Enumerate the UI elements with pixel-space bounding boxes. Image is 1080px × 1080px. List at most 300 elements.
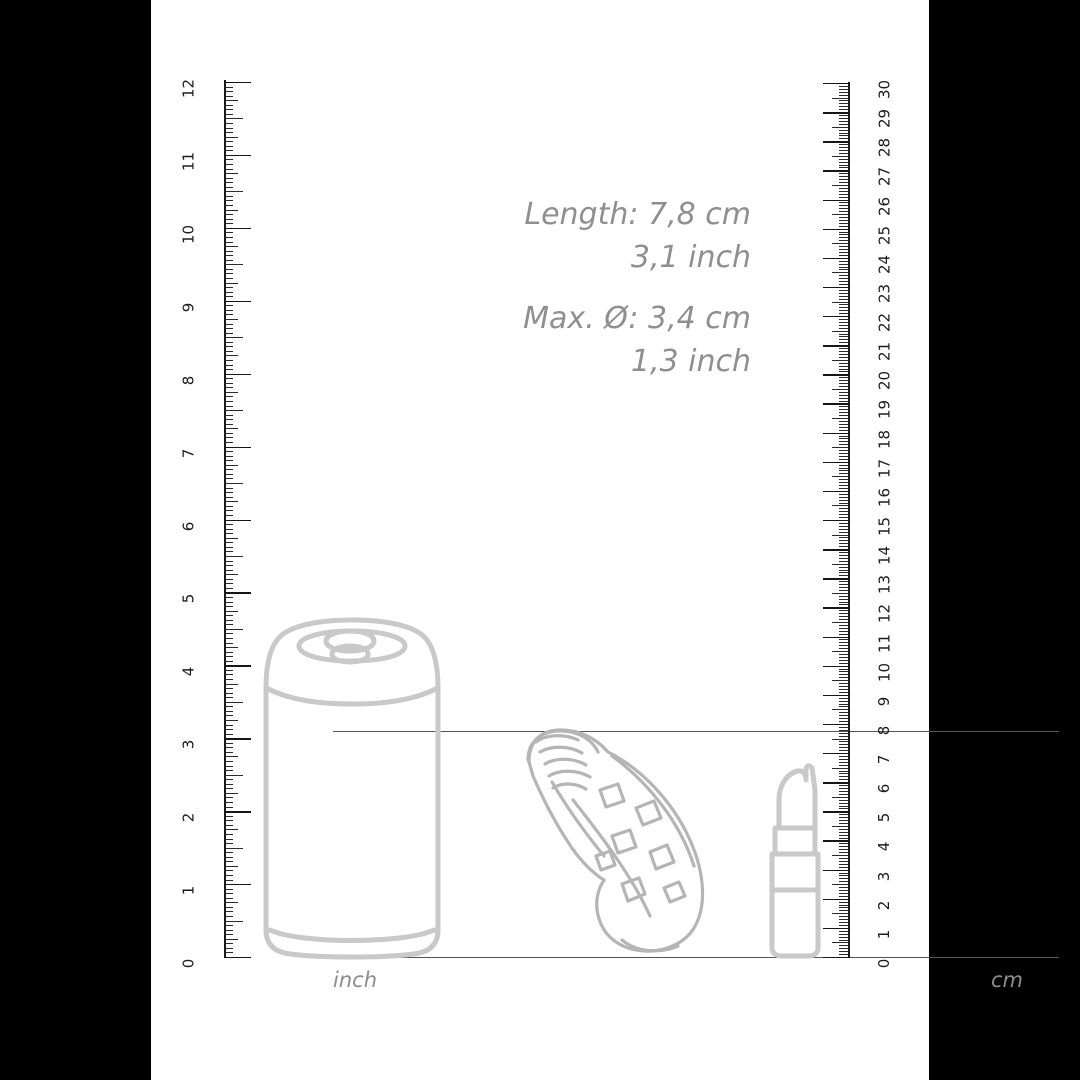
ruler-inch-tick <box>225 155 251 156</box>
ruler-inch-tick <box>225 802 233 803</box>
ruler-cm-tick <box>839 546 849 547</box>
ruler-cm-tick <box>839 284 849 285</box>
ruler-cm-tick <box>839 794 849 795</box>
ruler-inch-tick <box>225 447 251 448</box>
ruler-inch-tick <box>225 415 233 416</box>
ruler-cm-tick <box>839 488 849 489</box>
ruler-cm-label: 13 <box>875 575 894 595</box>
ruler-cm-tick <box>832 855 849 856</box>
ruler-inch-tick <box>225 902 238 903</box>
ruler-cm-tick <box>839 910 849 911</box>
ruler-cm-tick <box>839 945 849 946</box>
ruler-cm-tick <box>839 191 849 192</box>
ruler-cm-tick <box>839 907 849 908</box>
ruler-cm-tick <box>839 325 849 326</box>
ruler-inch-tick <box>225 228 251 229</box>
ruler-cm-tick <box>839 706 849 707</box>
ruler-inch-tick <box>225 925 233 926</box>
ruler-cm-tick <box>839 252 849 253</box>
ruler-cm-tick <box>839 523 849 524</box>
ruler-inch-tick <box>225 169 233 170</box>
ruler-cm-tick <box>839 893 849 894</box>
ruler-inch-tick <box>225 187 233 188</box>
ruler-cm-tick <box>839 567 849 568</box>
ruler-cm-tick <box>839 543 849 544</box>
ruler-inch-tick <box>225 661 233 662</box>
ruler-inch-tick <box>225 756 238 757</box>
ruler-cm-tick <box>839 671 849 672</box>
ruler-inch-tick <box>225 706 233 707</box>
ruler-inch-tick <box>225 870 233 871</box>
ruler-cm-tick <box>839 473 849 474</box>
ruler-cm-tick <box>839 115 849 116</box>
ruler-cm-tick <box>839 406 849 407</box>
ruler-cm-tick <box>839 698 849 699</box>
ruler-inch-tick <box>225 287 233 288</box>
ruler-cm-tick <box>839 532 849 533</box>
ruler-inch-tick <box>225 369 233 370</box>
ruler-inch-tick <box>225 506 233 507</box>
ruler-inch-tick <box>225 720 238 721</box>
ruler-inch-tick <box>225 383 233 384</box>
ruler-inch-tick <box>225 807 233 808</box>
ruler-cm-label: 30 <box>875 79 894 100</box>
ruler-cm-tick <box>839 692 849 693</box>
ruler-cm-label: 4 <box>875 842 894 852</box>
ruler-cm-tick <box>839 937 849 938</box>
ruler-cm-tick <box>839 639 849 640</box>
ruler-cm-label: 20 <box>875 371 894 391</box>
ruler-cm-tick <box>823 782 849 783</box>
ruler-cm-label: 6 <box>875 783 894 794</box>
ruler-cm-tick <box>839 925 849 926</box>
ruler-inch-tick <box>225 884 251 885</box>
ruler-cm-tick <box>839 398 849 399</box>
ruler-cm-tick <box>839 820 849 821</box>
ruler-cm-tick <box>839 179 849 180</box>
ruler-cm-tick <box>839 296 849 297</box>
ruler-cm-tick <box>839 529 849 530</box>
ruler-cm-tick <box>839 109 849 110</box>
ruler-cm-tick <box>823 229 849 230</box>
ruler-cm-tick <box>839 269 849 270</box>
ruler-inch-unit-label: inch <box>333 968 377 992</box>
ruler-cm-label: 1 <box>875 929 894 940</box>
ruler-inch-tick <box>225 643 233 644</box>
ruler-inch-tick <box>225 173 238 174</box>
ruler-cm-tick <box>839 86 849 87</box>
ruler-cm-tick <box>839 922 849 923</box>
ruler-cm-tick <box>839 220 849 221</box>
ruler-cm-tick <box>839 689 849 690</box>
ruler-inch-tick <box>225 743 233 744</box>
ruler-cm-tick <box>839 645 849 646</box>
ruler-inch-tick <box>225 437 233 438</box>
ruler-inch-label: 2 <box>179 812 198 823</box>
ruler-inch-tick <box>225 948 233 949</box>
ruler-cm-tick <box>839 808 849 809</box>
ruler-inch-tick <box>225 196 233 197</box>
ruler-inch-tick <box>225 305 233 306</box>
ruler-cm-tick <box>823 433 849 434</box>
ruler-cm-tick <box>839 905 849 906</box>
ruler-cm-tick <box>839 124 849 125</box>
measurement-card <box>151 0 1024 1080</box>
ruler-cm-tick <box>839 686 849 687</box>
ruler-inch-tick <box>225 442 233 443</box>
ruler-cm-tick <box>832 709 849 710</box>
ruler-cm-tick <box>839 261 849 262</box>
ruler-cm-tick <box>839 835 849 836</box>
ruler-cm-tick <box>839 890 849 891</box>
ruler-inch-tick <box>225 766 233 767</box>
ruler-cm-tick <box>823 840 849 841</box>
ruler-inch-tick <box>225 556 243 557</box>
ruler-cm-tick <box>839 351 849 352</box>
ruler-cm-tick <box>839 642 849 643</box>
ruler-cm-label: 5 <box>875 813 894 823</box>
ruler-inch-tick <box>225 629 243 630</box>
ruler-inch-tick <box>225 497 233 498</box>
ruler-inch-tick <box>225 255 233 256</box>
ruler-cm-tick <box>839 669 849 670</box>
ruler-inch-tick <box>225 893 233 894</box>
ruler-cm-tick <box>839 896 849 897</box>
ruler-cm-label: 15 <box>875 516 894 537</box>
ruler-cm-tick <box>839 555 849 556</box>
ruler-inch-tick <box>225 875 233 876</box>
ruler-cm-tick <box>839 133 849 134</box>
ruler-cm-tick <box>839 814 849 815</box>
ruler-cm-tick <box>839 366 849 367</box>
ruler-inch-tick <box>225 246 238 247</box>
ruler-cm-tick <box>839 135 849 136</box>
ruler-cm-tick <box>839 677 849 678</box>
ruler-inch-tick <box>225 880 233 881</box>
ruler-cm-tick <box>839 631 849 632</box>
ruler-inch-tick <box>225 378 233 379</box>
ruler-cm-tick <box>823 170 849 171</box>
ruler-cm-tick <box>839 159 849 160</box>
baseline-guide <box>333 957 1059 958</box>
ruler-cm-tick <box>832 564 849 565</box>
ruler-inch-tick <box>225 264 243 265</box>
ruler-cm-tick <box>839 762 849 763</box>
ruler-inch-tick <box>225 811 251 812</box>
ruler-inch-tick <box>225 848 243 849</box>
ruler-inch-tick <box>225 123 233 124</box>
ruler-inch-tick <box>225 118 243 119</box>
ruler-inch-tick <box>225 602 233 603</box>
ruler-cm-tick <box>839 727 849 728</box>
ruler-cm-tick <box>839 275 849 276</box>
ruler-cm-tick <box>839 736 849 737</box>
ruler-cm-tick <box>839 741 849 742</box>
ruler-inch-tick <box>225 665 251 666</box>
ruler-cm-tick <box>823 811 849 812</box>
ruler-inch-tick <box>225 911 233 912</box>
ruler-inch-tick <box>225 638 233 639</box>
ruler-inch-tick <box>225 952 233 953</box>
ruler-cm-label: 25 <box>875 225 894 245</box>
ruler-inch-label: 3 <box>179 739 198 750</box>
ruler-cm-tick <box>839 596 849 597</box>
ruler-cm-tick <box>839 503 849 504</box>
ruler-inch-tick <box>225 273 233 274</box>
ruler-cm-tick <box>832 98 849 99</box>
ruler-inch-tick <box>225 615 233 616</box>
ruler-cm-tick <box>839 902 849 903</box>
ruler-cm-tick <box>839 217 849 218</box>
ruler-cm-tick <box>839 267 849 268</box>
ruler-cm-tick <box>839 188 849 189</box>
ruler-cm-tick <box>823 724 849 725</box>
ruler-cm-tick <box>839 465 849 466</box>
ruler-cm-tick <box>839 873 849 874</box>
ruler-cm-tick <box>839 182 849 183</box>
ruler-cm-tick <box>832 535 849 536</box>
ruler-cm-tick <box>839 234 849 235</box>
ruler-cm-tick <box>839 436 849 437</box>
ruler-inch-tick <box>225 488 233 489</box>
ruler-inch-tick <box>225 551 233 552</box>
ruler-inch-tick <box>225 529 233 530</box>
ruler-cm-tick <box>839 590 849 591</box>
ruler-cm-tick <box>839 194 849 195</box>
ruler-inch-tick <box>225 588 233 589</box>
ruler-cm-tick <box>839 208 849 209</box>
ruler-inch-tick <box>225 200 233 201</box>
ruler-inch-tick <box>225 761 233 762</box>
ruler-inch-label: 8 <box>179 375 198 385</box>
ruler-inch-tick <box>225 146 233 147</box>
ruler-inch-tick <box>225 570 233 571</box>
ruler-inch-tick <box>225 697 233 698</box>
ruler-cm-tick <box>839 205 849 206</box>
ruler-inch-tick <box>225 579 233 580</box>
ruler-cm-tick <box>839 307 849 308</box>
ruler-inch-tick <box>225 747 233 748</box>
spec-diameter-inch: 1,3 inch <box>630 344 751 379</box>
ruler-cm-tick <box>839 363 849 364</box>
ruler-cm-tick <box>823 870 849 871</box>
ruler-cm-tick <box>839 843 849 844</box>
ruler-inch <box>181 0 251 1080</box>
ruler-cm-tick <box>823 637 849 638</box>
spec-diameter-cm: Max. Ø: 3,4 cm <box>523 301 751 336</box>
ruler-cm-tick <box>839 604 849 605</box>
ruler-inch-tick <box>225 164 233 165</box>
ruler-cm-tick <box>839 299 849 300</box>
ruler-cm-tick <box>839 485 849 486</box>
ruler-inch-tick <box>225 729 233 730</box>
ruler-inch-tick <box>225 474 233 475</box>
ruler-cm-tick <box>839 421 849 422</box>
ruler-cm-tick <box>823 957 849 958</box>
ruler-cm-tick <box>839 106 849 107</box>
ruler-cm-tick <box>839 103 849 104</box>
ruler-inch-tick <box>225 784 233 785</box>
ruler-inch-tick <box>225 939 238 940</box>
ruler-cm-tick <box>839 674 849 675</box>
ruler-cm-tick <box>839 537 849 538</box>
ruler-cm-tick <box>839 916 849 917</box>
ruler-cm-tick <box>839 718 849 719</box>
ruler-cm-tick <box>839 153 849 154</box>
ruler-cm-tick <box>839 412 849 413</box>
ruler-cm-tick <box>839 237 849 238</box>
ruler-inch-tick <box>225 752 233 753</box>
spec-length-inch: 3,1 inch <box>630 240 751 275</box>
ruler-cm-tick <box>839 838 849 839</box>
ruler-cm-tick <box>839 100 849 101</box>
ruler-inch-tick <box>225 793 238 794</box>
ruler-cm-label: 18 <box>875 429 894 449</box>
ruler-cm-tick <box>839 278 849 279</box>
ruler-inch-label: 0 <box>179 958 198 969</box>
ruler-cm-label: 14 <box>875 546 894 566</box>
ruler-cm-tick <box>839 459 849 460</box>
ruler-cm-tick <box>839 494 849 495</box>
ruler-cm-tick <box>839 934 849 935</box>
ruler-cm-tick <box>839 424 849 425</box>
ruler-inch-tick <box>225 205 233 206</box>
ruler-cm-tick <box>839 468 849 469</box>
product-top-guide <box>333 731 1059 732</box>
ruler-cm-tick <box>839 587 849 588</box>
ruler-cm-label: 24 <box>875 254 894 274</box>
ruler-inch-tick <box>225 524 233 525</box>
ruler-cm-label: 23 <box>875 283 894 303</box>
ruler-cm-tick <box>839 202 849 203</box>
ruler-inch-tick <box>225 520 251 521</box>
ruler-cm-tick <box>839 232 849 233</box>
ruler-inch-tick <box>225 483 243 484</box>
ruler-inch-tick <box>225 702 243 703</box>
ruler-cm-tick <box>839 867 849 868</box>
ruler-cm-tick <box>832 418 849 419</box>
ruler-inch-tick <box>225 624 233 625</box>
ruler-inch-tick <box>225 957 251 958</box>
ruler-inch-tick <box>225 797 233 798</box>
ruler-inch-tick <box>225 561 233 562</box>
ruler-cm-tick <box>839 383 849 384</box>
ruler-cm-tick <box>839 328 849 329</box>
ruler-cm-tick <box>839 552 849 553</box>
ruler-cm-tick <box>839 167 849 168</box>
ruler-cm-tick <box>839 392 849 393</box>
ruler-cm-tick <box>839 625 849 626</box>
ruler-inch-tick <box>225 843 233 844</box>
ruler-cm-tick <box>839 89 849 90</box>
ruler-inch-tick <box>225 788 233 789</box>
ruler-inch-tick <box>225 674 233 675</box>
ruler-cm-tick <box>823 578 849 579</box>
ruler-cm-tick <box>839 823 849 824</box>
ruler-cm-label: 16 <box>875 487 894 507</box>
ruler-cm-tick <box>839 173 849 174</box>
ruler-inch-label: 12 <box>179 78 198 99</box>
ruler-cm-tick <box>839 881 849 882</box>
ruler-inch-tick <box>225 825 233 826</box>
ruler-inch-tick <box>225 433 233 434</box>
ruler-inch-tick <box>225 633 233 634</box>
ruler-cm-tick <box>823 345 849 346</box>
ruler-inch-tick <box>225 296 233 297</box>
ruler-cm-tick <box>832 826 849 827</box>
ruler-cm-tick <box>839 354 849 355</box>
ruler-cm-label: 21 <box>875 342 894 362</box>
spec-text-block <box>451 193 751 383</box>
ruler-inch-tick <box>225 314 233 315</box>
ruler-inch-tick <box>225 725 233 726</box>
ruler-cm-tick <box>839 249 849 250</box>
ruler-cm-tick <box>832 302 849 303</box>
ruler-cm-tick <box>839 919 849 920</box>
ruler-cm-tick <box>839 940 849 941</box>
ruler-cm-tick <box>832 884 849 885</box>
ruler-inch-tick <box>225 360 233 361</box>
ruler-cm-tick <box>839 773 849 774</box>
ruler-cm-tick <box>832 593 849 594</box>
ruler-cm-tick <box>832 651 849 652</box>
ruler-inch-tick <box>225 592 251 593</box>
ruler-inch-tick <box>225 839 233 840</box>
ruler-inch-tick <box>225 428 238 429</box>
ruler-inch-tick <box>225 406 233 407</box>
ruler-cm-tick <box>839 852 849 853</box>
ruler-cm-tick <box>832 680 849 681</box>
ruler-cm-tick <box>839 121 849 122</box>
ruler-inch-tick <box>225 232 233 233</box>
ruler-cm-tick <box>839 255 849 256</box>
ruler-cm-label: 11 <box>875 633 894 653</box>
ruler-inch-tick <box>225 775 243 776</box>
ruler-cm-tick <box>839 791 849 792</box>
ruler-cm-tick <box>823 141 849 142</box>
ruler-inch-tick <box>225 333 233 334</box>
ruler-cm-tick <box>823 462 849 463</box>
ruler-inch-tick <box>225 820 233 821</box>
ruler-cm-label: 9 <box>875 696 894 707</box>
ruler-cm-tick <box>832 505 849 506</box>
ruler-cm-tick <box>839 470 849 471</box>
ruler-inch-tick <box>225 310 233 311</box>
ruler-cm-tick <box>839 613 849 614</box>
ruler-cm-tick <box>839 310 849 311</box>
ruler-inch-tick <box>225 328 233 329</box>
ruler-inch-tick <box>225 355 238 356</box>
ruler-cm-tick <box>839 861 849 862</box>
ruler-cm-tick <box>839 832 849 833</box>
ruler-cm-tick <box>832 942 849 943</box>
ruler-cm-tick <box>839 380 849 381</box>
ruler-cm-tick <box>839 293 849 294</box>
ruler-cm-tick <box>839 948 849 949</box>
ruler-cm-tick <box>832 476 849 477</box>
ruler-cm-tick <box>839 776 849 777</box>
ruler-inch-tick <box>225 141 233 142</box>
ruler-cm-tick <box>839 264 849 265</box>
ruler-cm-tick <box>832 272 849 273</box>
ruler-cm-tick <box>839 602 849 603</box>
ruler-cm-tick <box>839 704 849 705</box>
ruler-inch-tick <box>225 656 233 657</box>
ruler-inch-tick <box>225 396 233 397</box>
ruler-inch-tick <box>225 150 233 151</box>
ruler-inch-tick <box>225 542 233 543</box>
ruler-inch-tick <box>225 351 233 352</box>
